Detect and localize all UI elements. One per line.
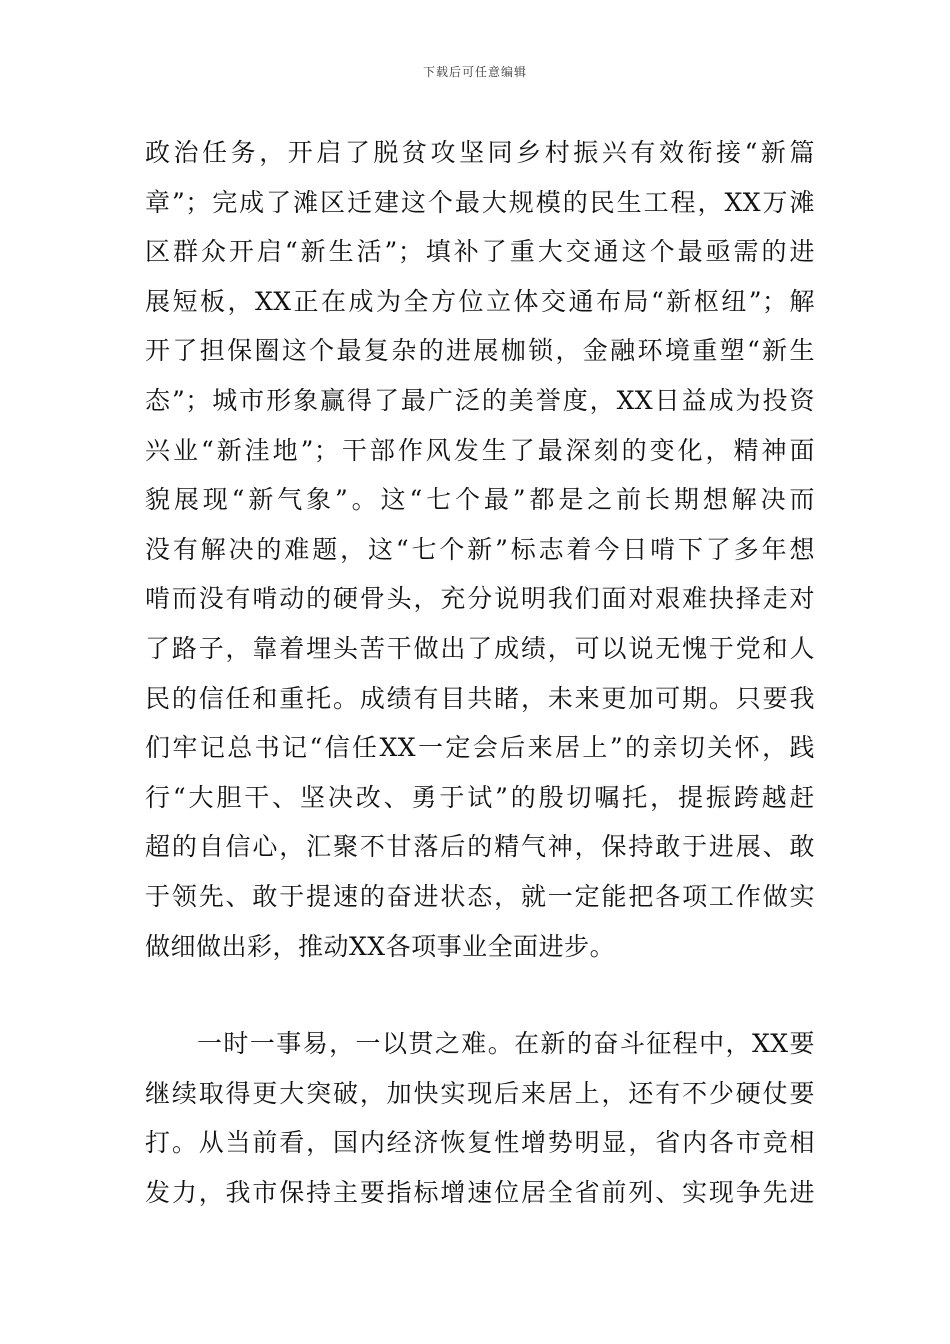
text-line: 政治任务，开启了脱贫攻坚同乡村振兴有效衔接“新篇 <box>145 138 815 167</box>
text-line: 行“大胆干、坚决改、勇于试”的殷切嘱托，提振跨越赶 <box>145 782 815 812</box>
text-line: 发力，我市保持主要指标增速位居全省前列、实现争先进 <box>145 1177 815 1207</box>
text-line: 没有解决的难题，这“七个新”标志着今日啃下了多年想 <box>145 534 815 564</box>
paragraph-spacer <box>145 971 815 1019</box>
text-line: 区群众开启“新生活”；填补了重大交通这个最亟需的进 <box>145 237 815 267</box>
text-line: 开了担保圈这个最复杂的进展枷锁，金融环境重塑“新生 <box>145 336 815 366</box>
text-line: 展短板，XX正在成为全方位立体交通布局“新枢纽”；解 <box>145 286 815 316</box>
text-line: 态”；城市形象赢得了最广泛的美誉度，XX日益成为投资 <box>145 385 815 415</box>
text-line: 貌展现“新气象”。这“七个最”都是之前长期想解决而 <box>145 485 815 515</box>
text-line: 于领先、敢于提速的奋进状态，就一定能把各项工作做实 <box>145 881 815 911</box>
text-line: 超的自信心，汇聚不甘落后的精气神，保持敢于进展、敢 <box>145 832 815 862</box>
document-body <box>145 128 815 1217</box>
text-line: 们牢记总书记“信任XX一定会后来居上”的亲切关怀，践 <box>145 733 815 763</box>
text-line: 一时一事易，一以贯之难。在新的奋斗征程中，XX要 <box>197 1029 815 1059</box>
text-line: 啃而没有啃动的硬骨头，充分说明我们面对艰难抉择走对 <box>145 584 815 614</box>
text-line: 章”；完成了滩区迁建这个最大规模的民生工程，XX万滩 <box>145 187 815 217</box>
text-line: 做细做出彩，推动XX各项事业全面进步。 <box>145 931 616 961</box>
page-header: 下载后可任意编辑 <box>422 65 527 79</box>
text-line: 打。从当前看，国内经济恢复性增势明显，省内各市竞相 <box>145 1128 815 1158</box>
text-line: 了路子，靠着埋头苦干做出了成绩，可以说无愧于党和人 <box>145 633 815 663</box>
text-line: 兴业“新洼地”；干部作风发生了最深刻的变化，精神面 <box>145 435 815 465</box>
text-line: 民的信任和重托。成绩有目共睹，未来更加可期。只要我 <box>145 683 815 713</box>
paragraph <box>145 1019 815 1217</box>
text-line: 继续取得更大突破，加快实现后来居上，还有不少硬仗要 <box>145 1078 815 1108</box>
paragraph <box>145 128 815 971</box>
